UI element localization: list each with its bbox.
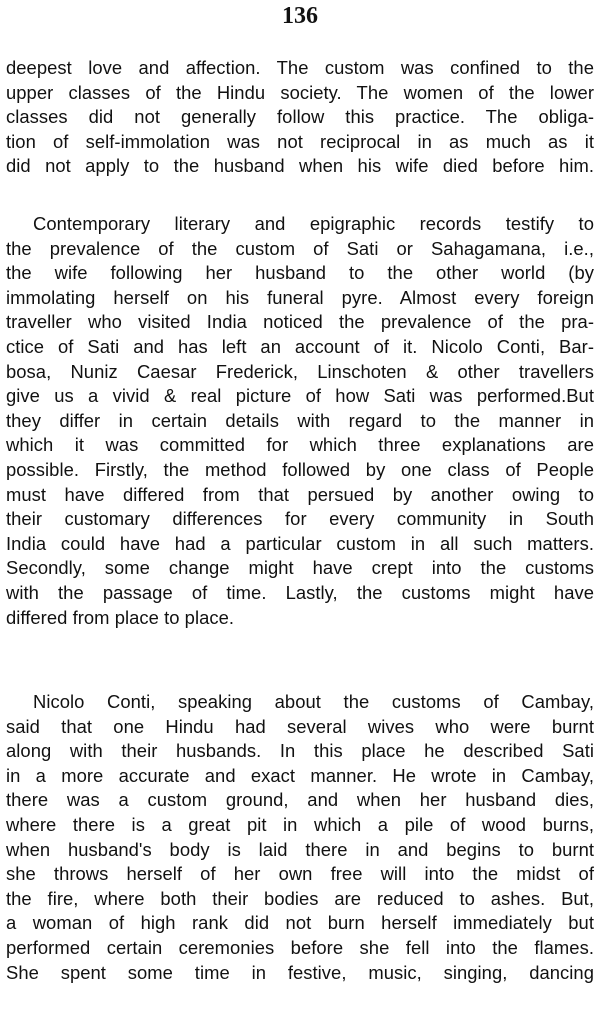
paragraph-line: with the passage of time. Lastly, the customs might have — [6, 581, 594, 603]
paragraph-line: differed from place to place. — [6, 606, 235, 628]
paragraph-line: She spent some time in festive, music, singing, dancing — [6, 961, 594, 983]
paragraph-line: classes did not generally follow this practice. The obliga- — [6, 106, 594, 128]
paragraph-line: Nicolo Conti, speaking about the customs of Cambay, — [33, 691, 594, 712]
paragraph-line: which it was committed for which three explanations are — [6, 434, 594, 456]
paragraph — [6, 690, 594, 985]
paragraph-line: there was a custom ground, and when her husband dies, — [6, 789, 594, 811]
page-number: 136 — [282, 3, 318, 29]
paragraph-line: possible. Firstly, the method followed by one class of People — [6, 458, 594, 480]
paragraph-line: when husband's body is laid there in and begins to burnt — [6, 838, 594, 860]
paragraph-line: said that one Hindu had several wives who were burnt — [6, 715, 594, 737]
paragraph-line: she throws herself of her own free will into the midst of — [6, 863, 594, 885]
paragraph-line: the fire, where both their bodies are reduced to ashes. But, — [6, 887, 594, 909]
paragraph-line: give us a vivid & real picture of how Sati was performed.But — [6, 385, 594, 407]
paragraph-line: Contemporary literary and epigraphic records testify to — [33, 213, 594, 234]
paragraph-line: in a more accurate and exact manner. He wrote in Cambay, — [6, 764, 594, 786]
paragraph-line: where there is a great pit in which a pile of wood burns, — [6, 813, 594, 835]
paragraph-line: Secondly, some change might have crept into the customs — [6, 557, 594, 579]
paragraph-line: the prevalence of the custom of Sati or Sahagamana, i.e., — [6, 237, 594, 259]
paragraph-line: along with their husbands. In this place he described Sati — [6, 740, 594, 762]
paragraph-line: India could have had a particular custom in all such matters. — [6, 532, 594, 554]
paragraph-line: ctice of Sati and has left an account of it. Nicolo Conti, Bar- — [6, 335, 594, 357]
paragraph-line: performed certain ceremonies before she fell into the flames. — [6, 936, 594, 958]
paragraph-line: a woman of high rank did not burn herself immediately but — [6, 912, 594, 934]
paragraph-line: bosa, Nuniz Caesar Frederick, Linschoten & other travellers — [6, 360, 594, 382]
paragraph-line: traveller who visited India noticed the prevalence of the pra- — [6, 311, 594, 333]
paragraph-line: their customary differences for every community in South — [6, 508, 594, 530]
paragraph-line: immolating herself on his funeral pyre. Almost every foreign — [6, 286, 594, 308]
paragraph-line: tion of self-immolation was not reciprocal in as much as it — [6, 130, 594, 152]
paragraph-line: they differ in certain details with regard to the manner in — [6, 409, 594, 431]
paragraph-line: the wife following her husband to the other world (by — [6, 262, 594, 284]
paragraph — [6, 212, 594, 630]
paragraph-line: did not apply to the husband when his wife died before him. — [6, 155, 594, 177]
paragraph-line: deepest love and affection. The custom was confined to the — [6, 57, 594, 78]
paragraph — [6, 56, 594, 179]
paragraph-line: must have differed from that persued by another owing to — [6, 483, 594, 505]
paragraph-line: upper classes of the Hindu society. The women of the lower — [6, 81, 594, 103]
